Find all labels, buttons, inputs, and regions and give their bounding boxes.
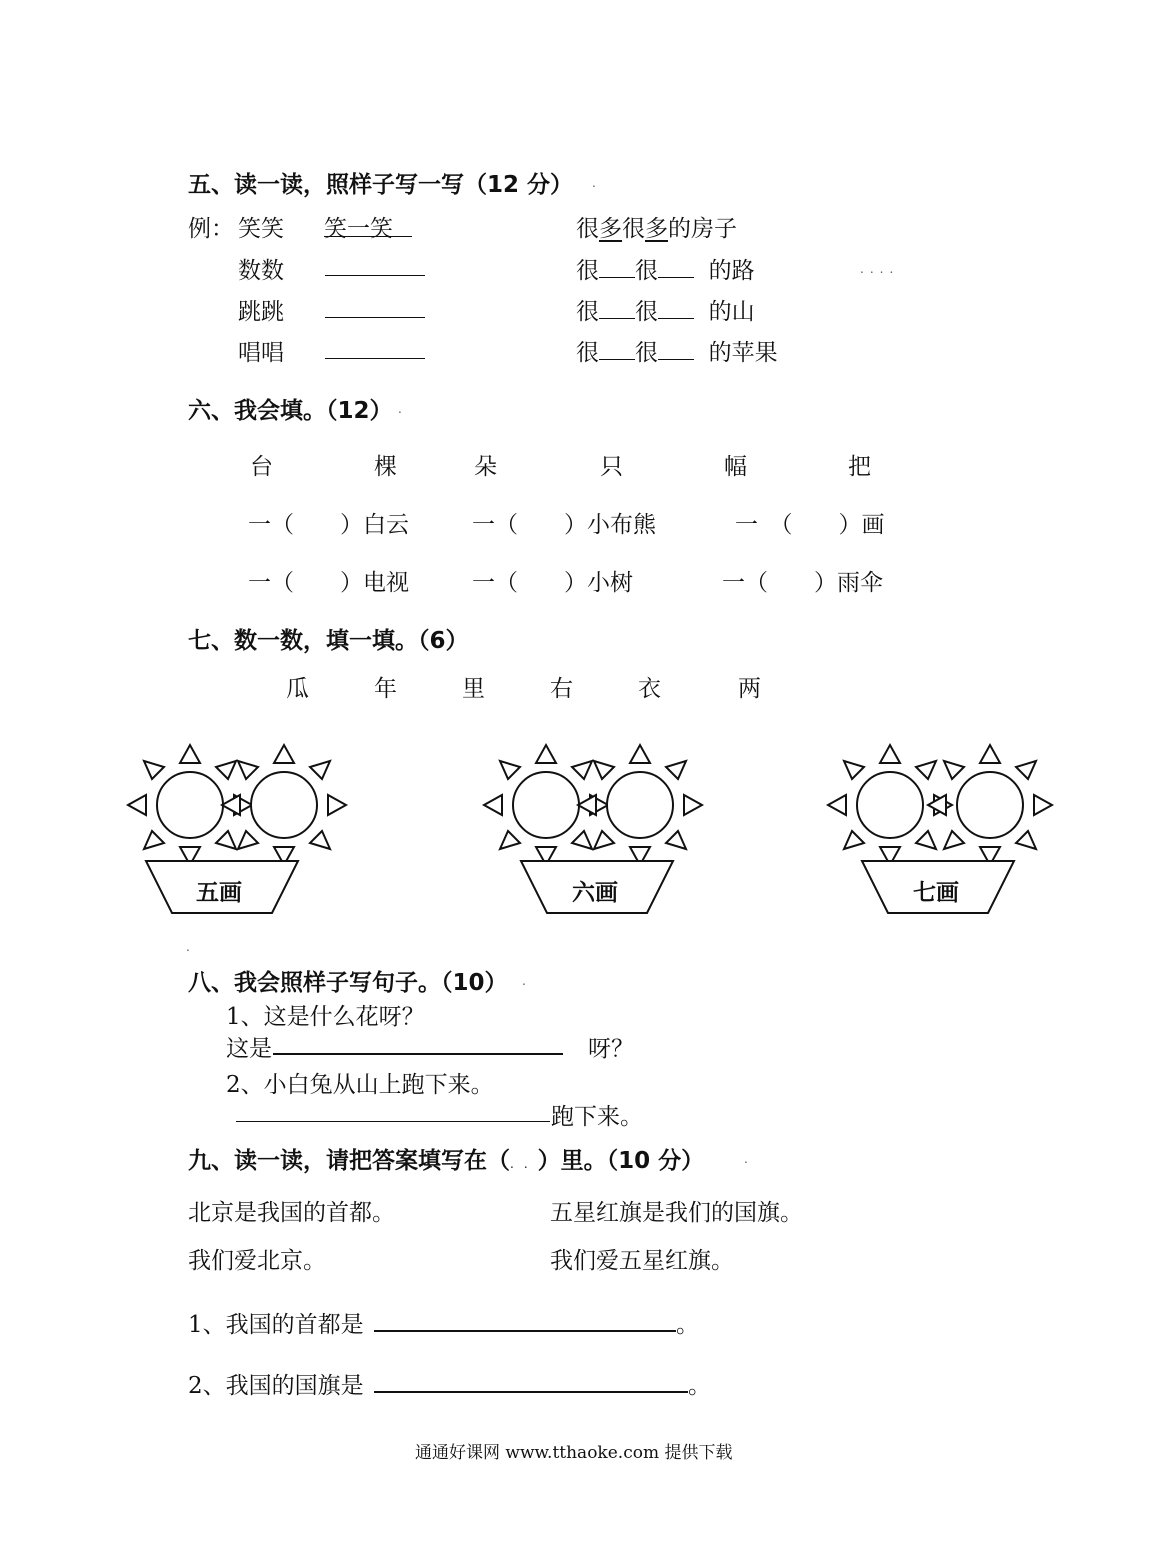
blank[interactable] xyxy=(658,277,694,278)
decor-dot: . xyxy=(522,974,526,988)
phrase-row2: 很 很 的山 xyxy=(576,299,755,325)
fill-item[interactable]: 一（ ）电视 xyxy=(248,570,409,596)
example-answer: 笑一笑 xyxy=(324,210,412,237)
measure-word: 朵 xyxy=(474,454,497,480)
blank[interactable] xyxy=(658,359,694,360)
decor-dot: . xyxy=(186,940,190,954)
section5-title: 五、读一读，照样子写一写（12 分） xyxy=(188,172,574,198)
fill-item[interactable]: 一 （ ）画 xyxy=(735,512,885,538)
passage-line: 我们爱北京。 xyxy=(188,1248,326,1274)
blank[interactable] xyxy=(599,277,635,278)
count-char: 里 xyxy=(462,676,485,702)
fill-item[interactable]: 一（ ）雨伞 xyxy=(722,570,883,596)
count-char: 两 xyxy=(738,676,761,702)
section7-title: 七、数一数，填一填。（6） xyxy=(188,628,469,654)
example-word: 笑笑 xyxy=(238,216,284,242)
blank[interactable] xyxy=(599,318,635,319)
s9-answer-blank-1[interactable] xyxy=(374,1330,676,1332)
s8-answer-blank-1[interactable] xyxy=(273,1053,563,1055)
s8-q2-end: 跑下来。 xyxy=(551,1104,643,1130)
s8-question1: 1、这是什么花呀？ xyxy=(226,1004,425,1030)
s8-answer-blank-2[interactable] xyxy=(236,1121,550,1122)
footer-credit: 通通好课网 www.tthaoke.com 提供下载 xyxy=(415,1443,733,1463)
section8-title: 八、我会照样子写句子。（10） xyxy=(188,970,508,996)
passage-line: 五星红旗是我们的国旗。 xyxy=(550,1200,803,1226)
pot-label-1: 五画 xyxy=(196,880,242,906)
blank[interactable] xyxy=(658,318,694,319)
s8-question2: 2、小白兔从山上跑下来。 xyxy=(226,1072,494,1098)
answer-blank-1[interactable] xyxy=(325,275,425,276)
passage-line: 北京是我国的首都。 xyxy=(188,1200,395,1226)
blank[interactable] xyxy=(599,359,635,360)
fill-item[interactable]: 一（ ）小树 xyxy=(472,570,633,596)
measure-word: 只 xyxy=(600,454,623,480)
measure-word: 把 xyxy=(848,454,871,480)
word-row1: 数数 xyxy=(238,258,284,284)
pot-label-2: 六画 xyxy=(572,880,618,906)
section9-title: 九、读一读，请把答案填写在（..）里。（10 分） xyxy=(188,1148,705,1174)
example-label: 例： xyxy=(188,216,234,242)
word-row2: 跳跳 xyxy=(238,299,284,325)
count-char: 瓜 xyxy=(286,676,309,702)
word-row3: 唱唱 xyxy=(238,340,284,366)
measure-word: 台 xyxy=(250,454,273,480)
s9-period-1: 。 xyxy=(676,1312,699,1338)
decor-dot: . xyxy=(744,1152,748,1166)
count-char: 衣 xyxy=(638,676,661,702)
fill-item[interactable]: 一（ ）小布熊 xyxy=(472,512,656,538)
answer-blank-3[interactable] xyxy=(325,358,425,359)
decor-dots: .... xyxy=(860,262,900,276)
section6-title: 六、我会填。（12） xyxy=(188,398,393,424)
fill-item[interactable]: 一（ ）白云 xyxy=(248,512,409,538)
count-char: 右 xyxy=(550,676,573,702)
passage-line: 我们爱五星红旗。 xyxy=(550,1248,734,1274)
decor-dot: . xyxy=(398,402,402,416)
s9-period-2: 。 xyxy=(688,1373,711,1399)
count-char: 年 xyxy=(374,676,397,702)
measure-word: 幅 xyxy=(724,454,747,480)
answer-blank-2[interactable] xyxy=(325,317,425,318)
example-phrase: 很多很多的房子 xyxy=(576,216,737,242)
pot-label-3: 七画 xyxy=(913,880,959,906)
phrase-row1: 很 很 的路 xyxy=(576,258,755,284)
s9-question1: 1、我国的首都是 xyxy=(188,1312,364,1338)
s9-question2: 2、我国的国旗是 xyxy=(188,1373,364,1399)
phrase-row3: 很 很 的苹果 xyxy=(576,340,778,366)
s9-answer-blank-2[interactable] xyxy=(374,1391,688,1393)
s8-q1-start: 这是 xyxy=(226,1036,272,1062)
s8-q1-end: 呀？ xyxy=(588,1036,634,1062)
decor-dot: . xyxy=(592,176,596,190)
measure-word: 棵 xyxy=(374,454,397,480)
